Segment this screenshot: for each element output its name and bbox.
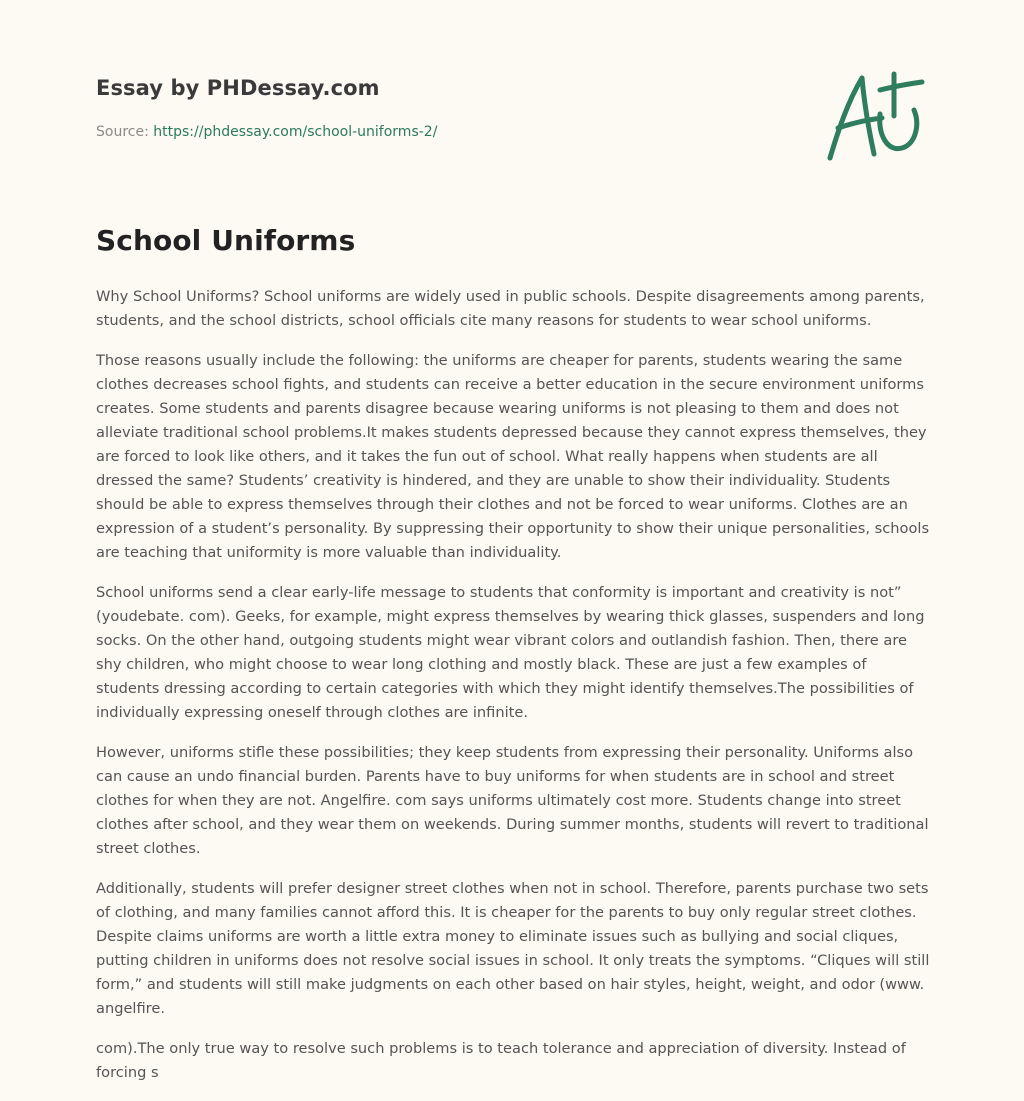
a-plus-grade-icon xyxy=(818,66,928,166)
essay-paragraph: com).The only true way to resolve such problems is to teach tolerance and appreciation of diversity. Instead of forcing s xyxy=(96,1040,906,1081)
source-link[interactable]: https://phdessay.com/school-uniforms-2/ xyxy=(153,124,438,140)
essay-paragraph: Why School Uniforms? School uniforms are widely used in public schools. Despite disagreements among parents, students, and the school districts, school officials cite many reasons for students to wear school uniforms. xyxy=(96,288,925,329)
source-line xyxy=(96,124,437,140)
essay-paragraph: School uniforms send a clear early-life message to students that conformity is important and creativity is not” (youdebate. com). Geeks, for example, might express themselves by wearing thick glasses, suspenders and long socks. On the other hand, outgoing students might wear vibrant colors and outlandish fashion. Then, there are shy children, who might choose to wear long clothing and mostly black. These are just a few examples of students dressing according to certain categories with which they might identify themselves.The possibilities of individually expressing oneself through clothes are infinite. xyxy=(96,584,925,721)
site-brand: Essay by PHDessay.com xyxy=(96,76,380,100)
essay-body xyxy=(96,285,932,1101)
essay-paragraph: Those reasons usually include the following: the uniforms are cheaper for parents, students wearing the same clothes decreases school fights, and students can receive a better education in the secure environment uniforms creates. Some students and parents disagree because wearing uniforms is not pleasing to them and does not alleviate traditional school problems.It makes students depressed because they cannot express themselves, they are forced to look like others, and it takes the fun out of school. What really happens when students are all dressed the same? Students’ creativity is hindered, and they are unable to show their individuality. Students should be able to express themselves through their clothes and not be forced to wear uniforms. Clothes are an expression of a student’s personality. By suppressing their opportunity to show their unique personalities, schools are teaching that uniformity is more valuable than individuality. xyxy=(96,352,930,561)
source-label: Source: xyxy=(96,124,154,140)
essay-paragraph: However, uniforms stifle these possibilities; they keep students from expressing their personality. Uniforms also can cause an undo financial burden. Parents have to buy uniforms for when students are in school and street clothes for when they are not. Angelfire. com says uniforms ultimately cost more. Students change into street clothes after school, and they wear them on weekends. During summer months, students will revert to traditional street clothes. xyxy=(96,744,929,857)
essay-paragraph: Additionally, students will prefer designer street clothes when not in school. Therefore, parents purchase two sets of clothing, and many families cannot afford this. It is cheaper for the parents to buy only regular street clothes. Despite claims uniforms are worth a little extra money to eliminate issues such as bullying and social cliques, putting children in uniforms does not resolve social issues in school. It only treats the symptoms. “Cliques will still form,” and students will still make judgments on each other based on hair styles, height, weight, and odor (www. angelfire. xyxy=(96,880,930,1017)
essay-title: School Uniforms xyxy=(96,224,356,257)
